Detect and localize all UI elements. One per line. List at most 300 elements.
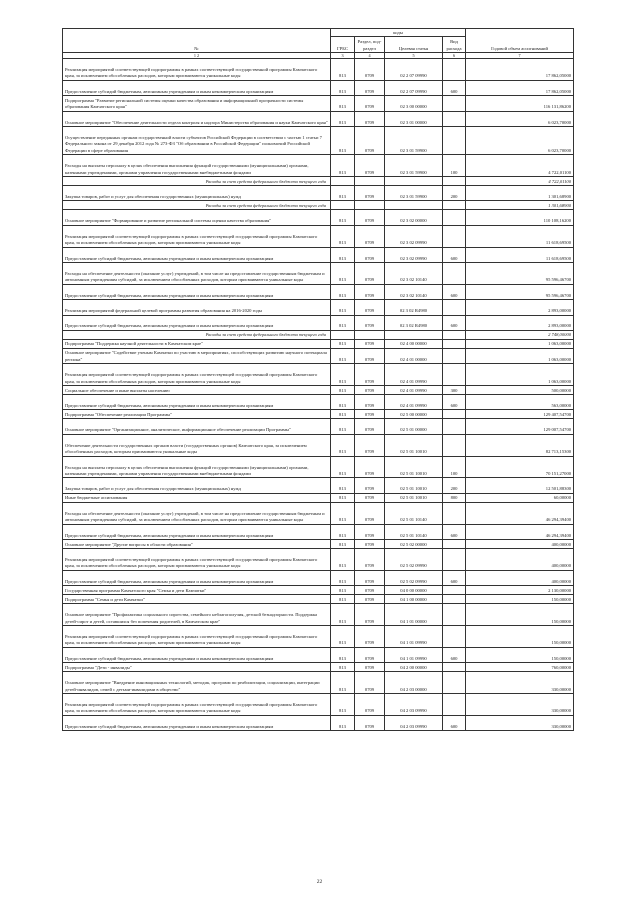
row-target-article: 02 5 01 00000 <box>385 419 443 434</box>
row-razdel <box>355 330 385 339</box>
row-expense-type: 100 <box>443 456 466 478</box>
row-name: Основное мероприятие "Содействие ученым Камчатки по участию в мероприятиях, способствующих развитию научного потенциала региона" <box>63 348 331 363</box>
row-grbs: 813 <box>331 300 355 315</box>
row-razdel: 0709 <box>355 364 385 386</box>
row-razdel: 0709 <box>355 647 385 662</box>
row-name: Реализация мероприятий соответствующей подпрограммы в рамках соответствующей государственной программы Камчатского края, за исключением обособленных расходов, которым присваиваются уникальные коды <box>63 364 331 386</box>
row-grbs: 813 <box>331 419 355 434</box>
table-row <box>63 419 574 434</box>
row-target-article: 02 4 01 09990 <box>385 364 443 386</box>
table-row <box>63 80 574 95</box>
table-note-row <box>63 176 574 185</box>
row-expense-type: 200 <box>443 185 466 200</box>
row-expense-type <box>443 672 466 694</box>
row-sum: 70 151,27000 <box>466 456 574 478</box>
row-sum: 4 722,01100 <box>466 155 574 177</box>
row-sum: 150,00000 <box>466 604 574 626</box>
row-expense-type: 600 <box>443 284 466 299</box>
row-target-article: 02 3 02 R4980 <box>385 315 443 330</box>
row-grbs: 813 <box>331 348 355 363</box>
row-sum: 563,00000 <box>466 395 574 410</box>
row-razdel: 0709 <box>355 262 385 284</box>
table-header <box>63 29 574 53</box>
table-row <box>63 300 574 315</box>
row-name: Основное мероприятие "Формирование и развитие региональной системы оценки качества образования" <box>63 210 331 225</box>
row-expense-type <box>443 549 466 571</box>
row-sum: 4 722,01100 <box>466 176 574 185</box>
row-expense-type <box>443 339 466 348</box>
row-target-article <box>385 176 443 185</box>
row-grbs: 813 <box>331 663 355 672</box>
row-name: Реализация мероприятий соответствующей подпрограммы в рамках соответствующей государственной программы Камчатского края, за исключением обособленных расходов, которым присваиваются уникальные коды <box>63 694 331 716</box>
row-target-article: 02 3 01 00000 <box>385 111 443 126</box>
row-razdel: 0709 <box>355 502 385 524</box>
row-target-article: 04 2 03 00000 <box>385 672 443 694</box>
header-grbs: ГРБС <box>331 37 355 53</box>
column-number: 7 <box>466 53 574 59</box>
row-razdel <box>355 176 385 185</box>
row-name: Социальное обеспечение и иные выплаты населению <box>63 386 331 395</box>
row-expense-type <box>443 96 466 111</box>
row-target-article: 02 2 07 09990 <box>385 80 443 95</box>
row-razdel: 0709 <box>355 80 385 95</box>
row-name: Основное мероприятие "Обеспечение деятельности отдела контроля и надзора Министерства образования и науки Камчатского края" <box>63 111 331 126</box>
row-grbs: 813 <box>331 586 355 595</box>
row-razdel: 0709 <box>355 339 385 348</box>
row-name: Расходы за счет средств федерального бюджета текущего года <box>63 176 331 185</box>
row-target-article <box>385 201 443 210</box>
row-grbs: 813 <box>331 386 355 395</box>
row-sum: 6 023,70000 <box>466 126 574 154</box>
row-sum: 116 131,86200 <box>466 96 574 111</box>
row-sum: 12 501,88300 <box>466 478 574 493</box>
row-grbs: 813 <box>331 247 355 262</box>
row-target-article: 02 3 01 59900 <box>385 155 443 177</box>
row-sum: 17 862,05000 <box>466 59 574 81</box>
row-target-article: 02 5 01 10010 <box>385 434 443 456</box>
row-target-article: 02 5 01 10010 <box>385 478 443 493</box>
row-grbs: 813 <box>331 549 355 571</box>
row-target-article: 02 3 02 10140 <box>385 284 443 299</box>
row-expense-type <box>443 595 466 604</box>
row-grbs: 813 <box>331 647 355 662</box>
row-name: Реализация мероприятий соответствующей подпрограммы в рамках соответствующей государственной программы Камчатского края, за исключением обособленных расходов, которым присваиваются уникальные коды <box>63 225 331 247</box>
row-razdel: 0709 <box>355 59 385 81</box>
row-sum: 400,00000 <box>466 570 574 585</box>
row-name: Расходы за счет средств федерального бюджета текущего года <box>63 201 331 210</box>
row-grbs: 813 <box>331 225 355 247</box>
row-expense-type <box>443 586 466 595</box>
row-grbs: 813 <box>331 111 355 126</box>
header-expense-type: Вид расхода <box>443 37 466 53</box>
row-target-article: 02 5 02 00000 <box>385 540 443 549</box>
row-sum: 11 618,69500 <box>466 247 574 262</box>
row-expense-type <box>443 410 466 419</box>
row-razdel: 0709 <box>355 419 385 434</box>
row-target-article: 02 5 01 10140 <box>385 502 443 524</box>
table-row <box>63 126 574 154</box>
table-row <box>63 155 574 177</box>
row-grbs: 813 <box>331 715 355 730</box>
row-grbs: 813 <box>331 59 355 81</box>
row-razdel: 0709 <box>355 540 385 549</box>
column-number: 6 <box>443 53 466 59</box>
table-note-row <box>63 330 574 339</box>
row-target-article: 04 2 00 00000 <box>385 663 443 672</box>
row-name: Подпрограмма "Развитие региональной системы оценки качества образования и информационной прозрачности системы образования Камчатского края" <box>63 96 331 111</box>
row-sum: 330,00000 <box>466 672 574 694</box>
row-expense-type <box>443 262 466 284</box>
table-row <box>63 410 574 419</box>
row-expense-type <box>443 604 466 626</box>
row-expense-type <box>443 300 466 315</box>
row-target-article: 02 4 01 09990 <box>385 386 443 395</box>
row-sum: 500,00000 <box>466 386 574 395</box>
row-sum: 2 748,00000 <box>466 330 574 339</box>
row-sum: 60,00000 <box>466 493 574 502</box>
row-name: Расходы за счет средств федерального бюджета текущего года <box>63 330 331 339</box>
row-name: Реализация мероприятий соответствующей подпрограммы в рамках соответствующей государственной программы Камчатского края, за исключением обособленных расходов, которым присваиваются уникальные коды <box>63 59 331 81</box>
row-expense-type: 600 <box>443 570 466 585</box>
row-razdel: 0709 <box>355 434 385 456</box>
row-name: Основное мероприятие "Профилактика социального сиротства, семейного неблагополучия, детской безнадзорности. Поддержка детей-сирот и детей, оставшихся без попечения родителей, в Камчатском крае" <box>63 604 331 626</box>
row-target-article: 02 5 02 09990 <box>385 570 443 585</box>
row-grbs: 813 <box>331 155 355 177</box>
table-row <box>63 502 574 524</box>
row-name: Государственная программа Камчатского края "Семья и дети Камчатки" <box>63 586 331 595</box>
row-sum: 46 294,39400 <box>466 524 574 539</box>
row-target-article: 02 4 01 00000 <box>385 348 443 363</box>
header-target-article: Целевая статья <box>385 37 443 53</box>
row-grbs: 813 <box>331 364 355 386</box>
table-row <box>63 315 574 330</box>
row-razdel: 0709 <box>355 595 385 604</box>
row-grbs: 813 <box>331 434 355 456</box>
row-expense-type <box>443 502 466 524</box>
row-name: Предоставление субсидий бюджетным, автономным учреждениям и иным некоммерческим организациям <box>63 315 331 330</box>
row-target-article: 02 5 01 10010 <box>385 493 443 502</box>
row-razdel: 0709 <box>355 604 385 626</box>
row-razdel: 0709 <box>355 284 385 299</box>
row-expense-type <box>443 540 466 549</box>
table-row <box>63 96 574 111</box>
row-razdel: 0709 <box>355 386 385 395</box>
row-target-article: 04 1 01 09990 <box>385 626 443 648</box>
row-expense-type: 100 <box>443 155 466 177</box>
table-row <box>63 386 574 395</box>
row-razdel: 0709 <box>355 395 385 410</box>
table-row <box>63 604 574 626</box>
row-sum: 2 893,00000 <box>466 315 574 330</box>
table-row <box>63 663 574 672</box>
row-razdel: 0709 <box>355 348 385 363</box>
row-razdel: 0709 <box>355 586 385 595</box>
row-target-article: 02 3 02 09990 <box>385 225 443 247</box>
row-name: Расходы на обеспечение деятельности (оказание услуг) учреждений, в том числе на предоставление государственным бюджетным и автономным учреждениям субсидий, за исключением обособленных расходов, которым присваиваются уникальные коды <box>63 262 331 284</box>
row-razdel: 0709 <box>355 715 385 730</box>
table-row <box>63 395 574 410</box>
row-grbs: 813 <box>331 96 355 111</box>
row-expense-type <box>443 176 466 185</box>
row-sum: 400,00000 <box>466 549 574 571</box>
table-row <box>63 247 574 262</box>
table-row <box>63 185 574 200</box>
table-row <box>63 626 574 648</box>
row-razdel: 0709 <box>355 456 385 478</box>
row-target-article: 02 5 00 00000 <box>385 410 443 419</box>
row-target-article: 02 3 01 59900 <box>385 185 443 200</box>
row-expense-type: 600 <box>443 524 466 539</box>
row-name: Иные бюджетные ассигнования <box>63 493 331 502</box>
row-target-article: 02 3 01 59900 <box>385 126 443 154</box>
row-sum: 150,00000 <box>466 595 574 604</box>
row-name: Расходы на выплаты персоналу в целях обеспечения выполнения функций государственными (муниципальными) органами, казенными учреждениями, органами управления государственными внебюджетными фондами <box>63 155 331 177</box>
budget-table <box>62 28 574 731</box>
table-row <box>63 715 574 730</box>
row-name: Предоставление субсидий бюджетным, автономным учреждениям и иным некоммерческим организациям <box>63 524 331 539</box>
table-row <box>63 549 574 571</box>
row-razdel: 0709 <box>355 524 385 539</box>
row-razdel: 0709 <box>355 570 385 585</box>
row-expense-type <box>443 626 466 648</box>
row-target-article: 02 5 01 10010 <box>385 456 443 478</box>
row-expense-type <box>443 434 466 456</box>
row-razdel: 0709 <box>355 549 385 571</box>
row-expense-type: 200 <box>443 478 466 493</box>
row-razdel: 0709 <box>355 663 385 672</box>
row-grbs: 813 <box>331 315 355 330</box>
row-grbs: 813 <box>331 210 355 225</box>
row-razdel: 0709 <box>355 493 385 502</box>
row-name: Расходы на выплаты персоналу в целях обеспечения выполнения функций государственными (муниципальными) органами, казенными учреждениями, органами управления государственными внебюджетными фондами <box>63 456 331 478</box>
row-grbs <box>331 201 355 210</box>
row-name: Подпрограмма "Дети - инвалиды" <box>63 663 331 672</box>
row-target-article: 02 2 07 09990 <box>385 59 443 81</box>
row-sum: 110 108,16200 <box>466 210 574 225</box>
row-razdel: 0709 <box>355 185 385 200</box>
column-number: 1 2 <box>63 53 331 59</box>
header-codes: коды <box>331 29 466 37</box>
row-razdel: 0709 <box>355 96 385 111</box>
row-expense-type <box>443 694 466 716</box>
row-grbs: 813 <box>331 595 355 604</box>
row-sum: 760,00000 <box>466 663 574 672</box>
row-target-article: 04 1 00 00000 <box>385 595 443 604</box>
row-target-article: 04 1 01 09990 <box>385 647 443 662</box>
row-sum: 1 063,00000 <box>466 348 574 363</box>
row-sum: 150,00000 <box>466 626 574 648</box>
row-target-article: 02 3 02 10140 <box>385 262 443 284</box>
row-expense-type: 600 <box>443 80 466 95</box>
row-grbs: 813 <box>331 339 355 348</box>
row-name: Предоставление субсидий бюджетным, автономным учреждениям и иным некоммерческим организациям <box>63 647 331 662</box>
row-name: Закупка товаров, работ и услуг для обеспечения государственных (муниципальных) нужд <box>63 185 331 200</box>
row-name: Закупка товаров, работ и услуг для обеспечения государственных (муниципальных) нужд <box>63 478 331 493</box>
row-sum: 6 023,70000 <box>466 111 574 126</box>
table-row <box>63 586 574 595</box>
row-grbs: 813 <box>331 672 355 694</box>
row-name: Реализация мероприятий соответствующей подпрограммы в рамках соответствующей государственной программы Камчатского края, за исключением обособленных расходов, которым присваиваются уникальные коды <box>63 549 331 571</box>
row-razdel: 0709 <box>355 247 385 262</box>
table-row <box>63 647 574 662</box>
row-name: Обеспечение деятельности государственных органов власти (государственных органов) Камчатского края, за исключением обособленных расходов, которым присваиваются уникальные коды <box>63 434 331 456</box>
row-expense-type: 600 <box>443 247 466 262</box>
row-grbs: 813 <box>331 540 355 549</box>
row-grbs: 813 <box>331 570 355 585</box>
row-name: Подпрограмма "Обеспечение реализации Программы" <box>63 410 331 419</box>
row-expense-type <box>443 210 466 225</box>
row-razdel: 0709 <box>355 672 385 694</box>
row-sum: 150,00000 <box>466 647 574 662</box>
column-number: 3 <box>331 53 355 59</box>
row-target-article: 02 3 02 R4980 <box>385 300 443 315</box>
page-number: 22 <box>316 879 323 885</box>
header-number: № <box>63 29 331 53</box>
row-name: Основное мероприятие "Внедрение инновационных технологий, методик, программ по реабилитации, социализации, интеграции детей-инвалидов, семей с детьми-инвалидами в общество" <box>63 672 331 694</box>
row-expense-type <box>443 126 466 154</box>
row-sum: 1 063,00000 <box>466 339 574 348</box>
row-expense-type <box>443 348 466 363</box>
table-row <box>63 348 574 363</box>
row-sum: 1 063,00000 <box>466 364 574 386</box>
row-target-article: 02 3 00 00000 <box>385 96 443 111</box>
row-sum: 17 862,05000 <box>466 80 574 95</box>
table-row <box>63 284 574 299</box>
row-expense-type <box>443 225 466 247</box>
row-grbs: 813 <box>331 524 355 539</box>
row-grbs: 813 <box>331 185 355 200</box>
row-grbs: 813 <box>331 493 355 502</box>
table-row <box>63 434 574 456</box>
row-sum: 330,00000 <box>466 715 574 730</box>
row-target-article: 02 5 02 09990 <box>385 549 443 571</box>
row-sum: 1 301,68900 <box>466 201 574 210</box>
row-name: Предоставление субсидий бюджетным, автономным учреждениям и иным некоммерческим организациям <box>63 715 331 730</box>
row-expense-type <box>443 59 466 81</box>
table-row <box>63 262 574 284</box>
row-razdel: 0709 <box>355 694 385 716</box>
column-number: 4 <box>355 53 385 59</box>
row-sum: 1 301,68900 <box>466 185 574 200</box>
row-expense-type <box>443 201 466 210</box>
table-row <box>63 595 574 604</box>
row-grbs: 813 <box>331 80 355 95</box>
row-target-article: 04 2 03 09990 <box>385 715 443 730</box>
row-name: Подпрограмма "Семья и дети Камчатки" <box>63 595 331 604</box>
row-sum: 82 713,15300 <box>466 434 574 456</box>
row-sum: 11 618,69500 <box>466 225 574 247</box>
row-razdel: 0709 <box>355 126 385 154</box>
row-sum: 400,00000 <box>466 540 574 549</box>
row-razdel: 0709 <box>355 155 385 177</box>
table-row <box>63 456 574 478</box>
row-name: Предоставление субсидий бюджетным, автономным учреждениям и иным некоммерческим организациям <box>63 247 331 262</box>
row-razdel: 0709 <box>355 300 385 315</box>
row-name: Осуществление переданных органам государственной власти субъектов Российской Федерации в соответствии с частью 1 статьи 7 Федерального закона от 29 декабря 2012 года № 273-ФЗ "Об образовании в Российской Федерации" полномочий Российской Федерации в сфере образования <box>63 126 331 154</box>
table-row <box>63 524 574 539</box>
row-grbs: 813 <box>331 262 355 284</box>
row-target-article: 02 3 02 09990 <box>385 247 443 262</box>
row-sum: 129 407,54700 <box>466 410 574 419</box>
row-grbs: 813 <box>331 478 355 493</box>
row-name: Реализация мероприятий соответствующей подпрограммы в рамках соответствующей государственной программы Камчатского края, за исключением обособленных расходов, которым присваиваются уникальные коды <box>63 626 331 648</box>
row-name: Основное мероприятие "Организационное, аналитическое, информационное обеспечение реализации Программы" <box>63 419 331 434</box>
row-expense-type: 800 <box>443 493 466 502</box>
table-row <box>63 59 574 81</box>
header-razdel: Раздел, под- раздел <box>355 37 385 53</box>
table-row <box>63 210 574 225</box>
row-sum: 46 294,39400 <box>466 502 574 524</box>
row-target-article: 04 1 01 00000 <box>385 604 443 626</box>
row-name: Подпрограмма "Поддержка научной деятельности в Камчатском крае" <box>63 339 331 348</box>
row-razdel: 0709 <box>355 410 385 419</box>
row-name: Предоставление субсидий бюджетным, автономным учреждениям и иным некоммерческим организациям <box>63 284 331 299</box>
column-number: 5 <box>385 53 443 59</box>
row-grbs: 813 <box>331 626 355 648</box>
row-sum: 330,00000 <box>466 694 574 716</box>
row-sum: 2 130,00000 <box>466 586 574 595</box>
table-row <box>63 478 574 493</box>
row-expense-type <box>443 419 466 434</box>
row-grbs: 813 <box>331 502 355 524</box>
table-row <box>63 540 574 549</box>
table-row <box>63 111 574 126</box>
row-razdel: 0709 <box>355 210 385 225</box>
row-target-article: 02 4 01 09990 <box>385 395 443 410</box>
row-name: Реализация мероприятий федеральной целевой программы развития образования на 2016-2020 годы <box>63 300 331 315</box>
row-razdel: 0709 <box>355 478 385 493</box>
row-sum: 95 596,46700 <box>466 284 574 299</box>
row-grbs: 813 <box>331 456 355 478</box>
table-row <box>63 225 574 247</box>
row-name: Основное мероприятие "Другие вопросы в области образования" <box>63 540 331 549</box>
table-note-row <box>63 201 574 210</box>
row-razdel: 0709 <box>355 225 385 247</box>
header-sum: Годовой объем ассигнований <box>466 29 574 53</box>
row-grbs: 813 <box>331 604 355 626</box>
table-row <box>63 364 574 386</box>
row-expense-type: 600 <box>443 715 466 730</box>
table-row <box>63 570 574 585</box>
row-name: Предоставление субсидий бюджетным, автономным учреждениям и иным некоммерческим организациям <box>63 395 331 410</box>
row-target-article <box>385 330 443 339</box>
row-target-article: 04 2 03 09990 <box>385 694 443 716</box>
row-grbs: 813 <box>331 284 355 299</box>
row-razdel: 0709 <box>355 315 385 330</box>
row-expense-type <box>443 111 466 126</box>
table-body <box>63 53 574 731</box>
row-target-article: 02 5 01 10140 <box>385 524 443 539</box>
row-expense-type: 600 <box>443 647 466 662</box>
row-target-article: 02 3 02 00000 <box>385 210 443 225</box>
row-grbs <box>331 176 355 185</box>
row-sum: 2 893,00000 <box>466 300 574 315</box>
row-target-article: 02 4 00 00000 <box>385 339 443 348</box>
row-razdel: 0709 <box>355 626 385 648</box>
table-row <box>63 493 574 502</box>
row-razdel <box>355 201 385 210</box>
row-grbs: 813 <box>331 395 355 410</box>
row-expense-type <box>443 330 466 339</box>
row-target-article: 04 0 00 00000 <box>385 586 443 595</box>
row-grbs: 813 <box>331 694 355 716</box>
row-name: Предоставление субсидий бюджетным, автономным учреждениям и иным некоммерческим организациям <box>63 570 331 585</box>
row-name: Расходы на обеспечение деятельности (оказание услуг) учреждений, в том числе на предоставление государственным бюджетным и автономным учреждениям субсидий, за исключением обособленных расходов, которым присваиваются уникальные коды <box>63 502 331 524</box>
row-expense-type <box>443 663 466 672</box>
row-expense-type: 300 <box>443 386 466 395</box>
row-expense-type: 600 <box>443 395 466 410</box>
table-row <box>63 339 574 348</box>
